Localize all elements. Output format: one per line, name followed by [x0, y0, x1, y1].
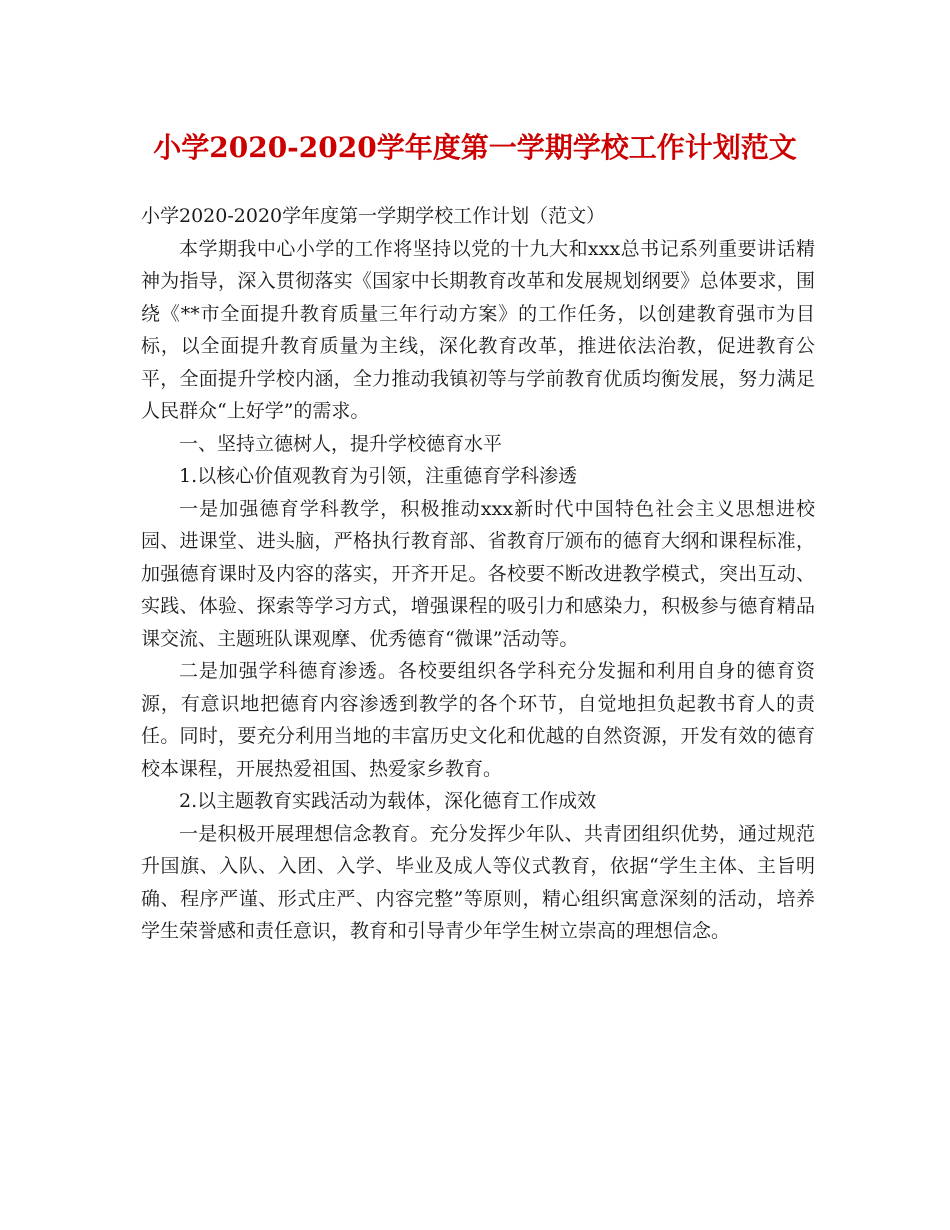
section-heading-1: 一、坚持立德树人，提升学校德育水平: [179, 432, 503, 455]
paragraph-intro: 本学期我中心小学的工作将坚持以党的十九大和xxx总书记系列重要讲话精神为指导，深入贯彻落实《国家中长期教育改革和发展规划纲要》总体要求，围绕《**市全面提升教育质量三年行动方案》的工作任务，以创建教育强市为目标，以全面提升教育质量为主线，深化教育改革，推进依法治教，促进教育公平，全面提升学校内涵，全力推动我镇初等与学前教育优质均衡发展，努力满足人民群众“上好学”的需求。: [141, 237, 815, 422]
paragraph-1-1-a: 一是加强德育学科教学，积极推动xxx新时代中国特色社会主义思想进校园、进课堂、进头脑，严格执行教育部、省教育厅颁布的德育大纲和课程标准，加强德育课时及内容的落实，开齐开足。各校要不断改进教学模式，突出互动、实践、体验、探索等学习方式，增强课程的吸引力和感染力，积极参与德育精品课交流、主题班队课观摩、优秀德育“微课”活动等。: [141, 497, 815, 650]
subsection-heading-1-2: 2.以主题教育实践活动为载体，深化德育工作成效: [179, 790, 597, 812]
paragraph-1-2-a: 一是积极开展理想信念教育。充分发挥少年队、共青团组织优势，通过规范升国旗、入队、入团、入学、毕业及成人等仪式教育，依据“学生主体、主旨明确、程序严谨、形式庄严、内容完整”等原则，精心组织寓意深刻的活动，培养学生荣誉感和责任意识，教育和引导青少年学生树立崇高的理想信念。: [141, 822, 815, 942]
document-body: [141, 200, 815, 948]
document-title: 小学2020-2020学年度第一学期学校工作计划范文: [153, 131, 797, 164]
document-subtitle: 小学2020-2020学年度第一学期学校工作计划（范文）: [141, 205, 606, 227]
subsection-heading-1-1: 1.以核心价值观教育为引领，注重德育学科渗透: [179, 465, 578, 487]
paragraph-1-1-b: 二是加强学科德育渗透。各校要组织各学科充分发掘和利用自身的德育资源，有意识地把德育内容渗透到教学的各个环节，自觉地担负起教书育人的责任。同时，要充分利用当地的丰富历史文化和优越的自然资源，开发有效的德育校本课程，开展热爱祖国、热爱家乡教育。: [141, 660, 815, 780]
